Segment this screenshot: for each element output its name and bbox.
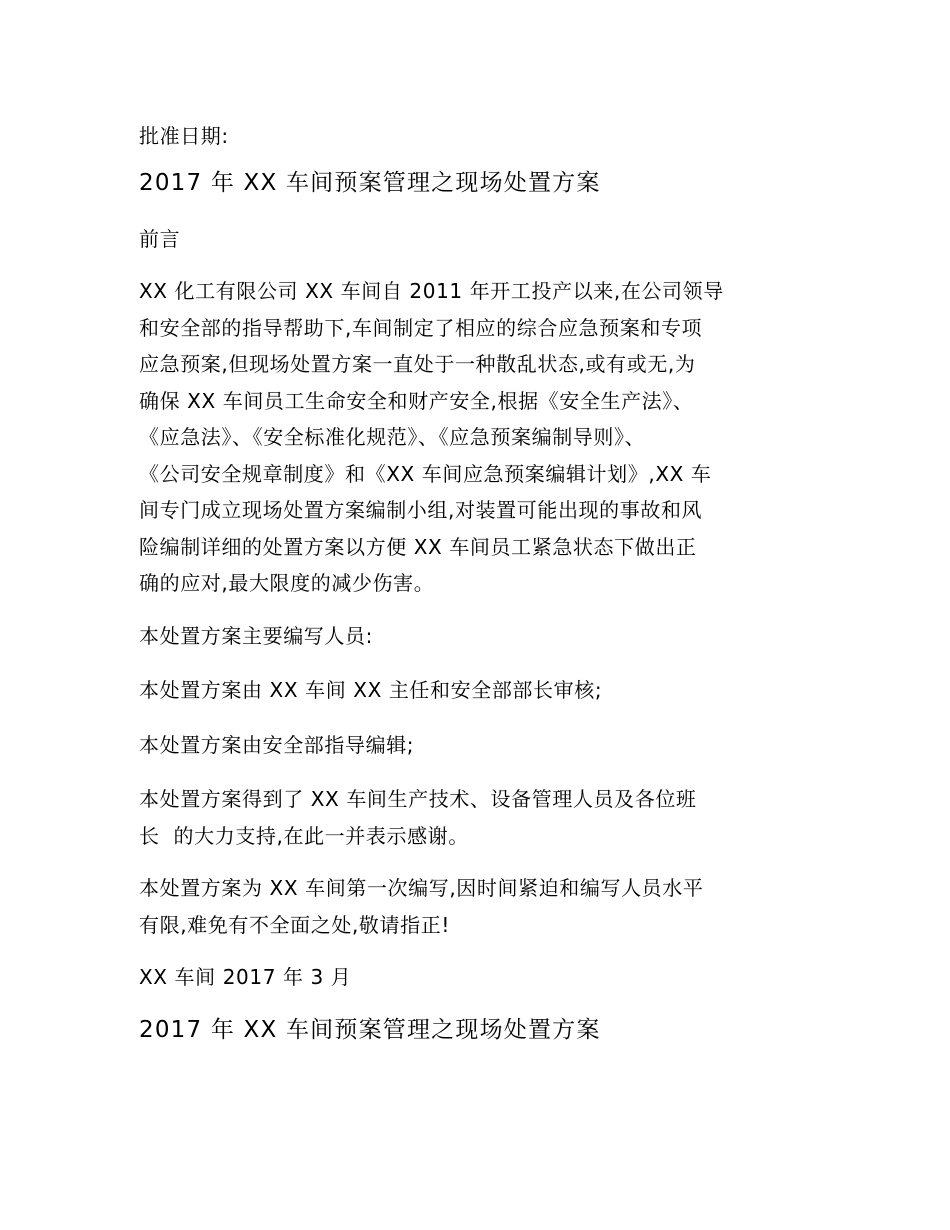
thanks-line: 长 的大力支持,在此一并表示感谢。 xyxy=(139,823,469,848)
preface-line: 确的应对,最大限度的减少伤害。 xyxy=(139,571,435,595)
disclaimer-paragraph xyxy=(139,870,819,943)
preface-line: 应急预案,但现场处置方案一直处于一种散乱状态,或有或无,为 xyxy=(139,352,696,376)
guided-by-statement: 本处置方案由安全部指导编辑; xyxy=(139,732,415,757)
preface-line: 和安全部的指导帮助下,车间制定了相应的综合应急预案和专项 xyxy=(139,315,703,340)
thanks-paragraph xyxy=(139,781,819,854)
preface-line: 确保 XX 车间员工生命安全和财产安全,根据《安全生产法》、 xyxy=(139,388,694,413)
document-title: 2017 年 XX 车间预案管理之现场处置方案 xyxy=(139,169,601,196)
disclaimer-line: 本处置方案为 XX 车间第一次编写,因时间紧迫和编写人员水平 xyxy=(139,876,704,900)
authors-label: 本处置方案主要编写人员: xyxy=(139,623,373,648)
reviewed-by-statement: 本处置方案由 XX 车间 XX 主任和安全部部长审核; xyxy=(139,678,603,702)
preface-line: 《公司安全规章制度》和《XX 车间应急预案编辑计划》,XX 车 xyxy=(139,461,712,486)
document-title-repeat: 2017 年 XX 车间预案管理之现场处置方案 xyxy=(139,1016,601,1043)
thanks-line: 本处置方案得到了 XX 车间生产技术、设备管理人员及各位班 xyxy=(139,787,697,811)
approval-date-label: 批准日期: xyxy=(139,124,229,148)
preface-line: 间专门成立现场处置方案编制小组,对装置可能出现的事故和风 xyxy=(139,498,703,522)
preface-paragraph xyxy=(139,273,819,602)
preface-line: 险编制详细的处置方案以方便 XX 车间员工紧急状态下做出正 xyxy=(139,534,697,559)
disclaimer-line: 有限,难免有不全面之处,敬请指正! xyxy=(139,912,450,937)
preface-heading: 前言 xyxy=(139,226,181,251)
preface-line: 《应急法》、《安全标准化规范》、《应急预案编制导则》、 xyxy=(139,425,646,449)
signature-date: XX 车间 2017 年 3 月 xyxy=(139,965,352,989)
document-page xyxy=(139,118,819,1068)
preface-line: XX 化工有限公司 XX 车间自 2011 年开工投产以来,在公司领导 xyxy=(139,279,724,303)
